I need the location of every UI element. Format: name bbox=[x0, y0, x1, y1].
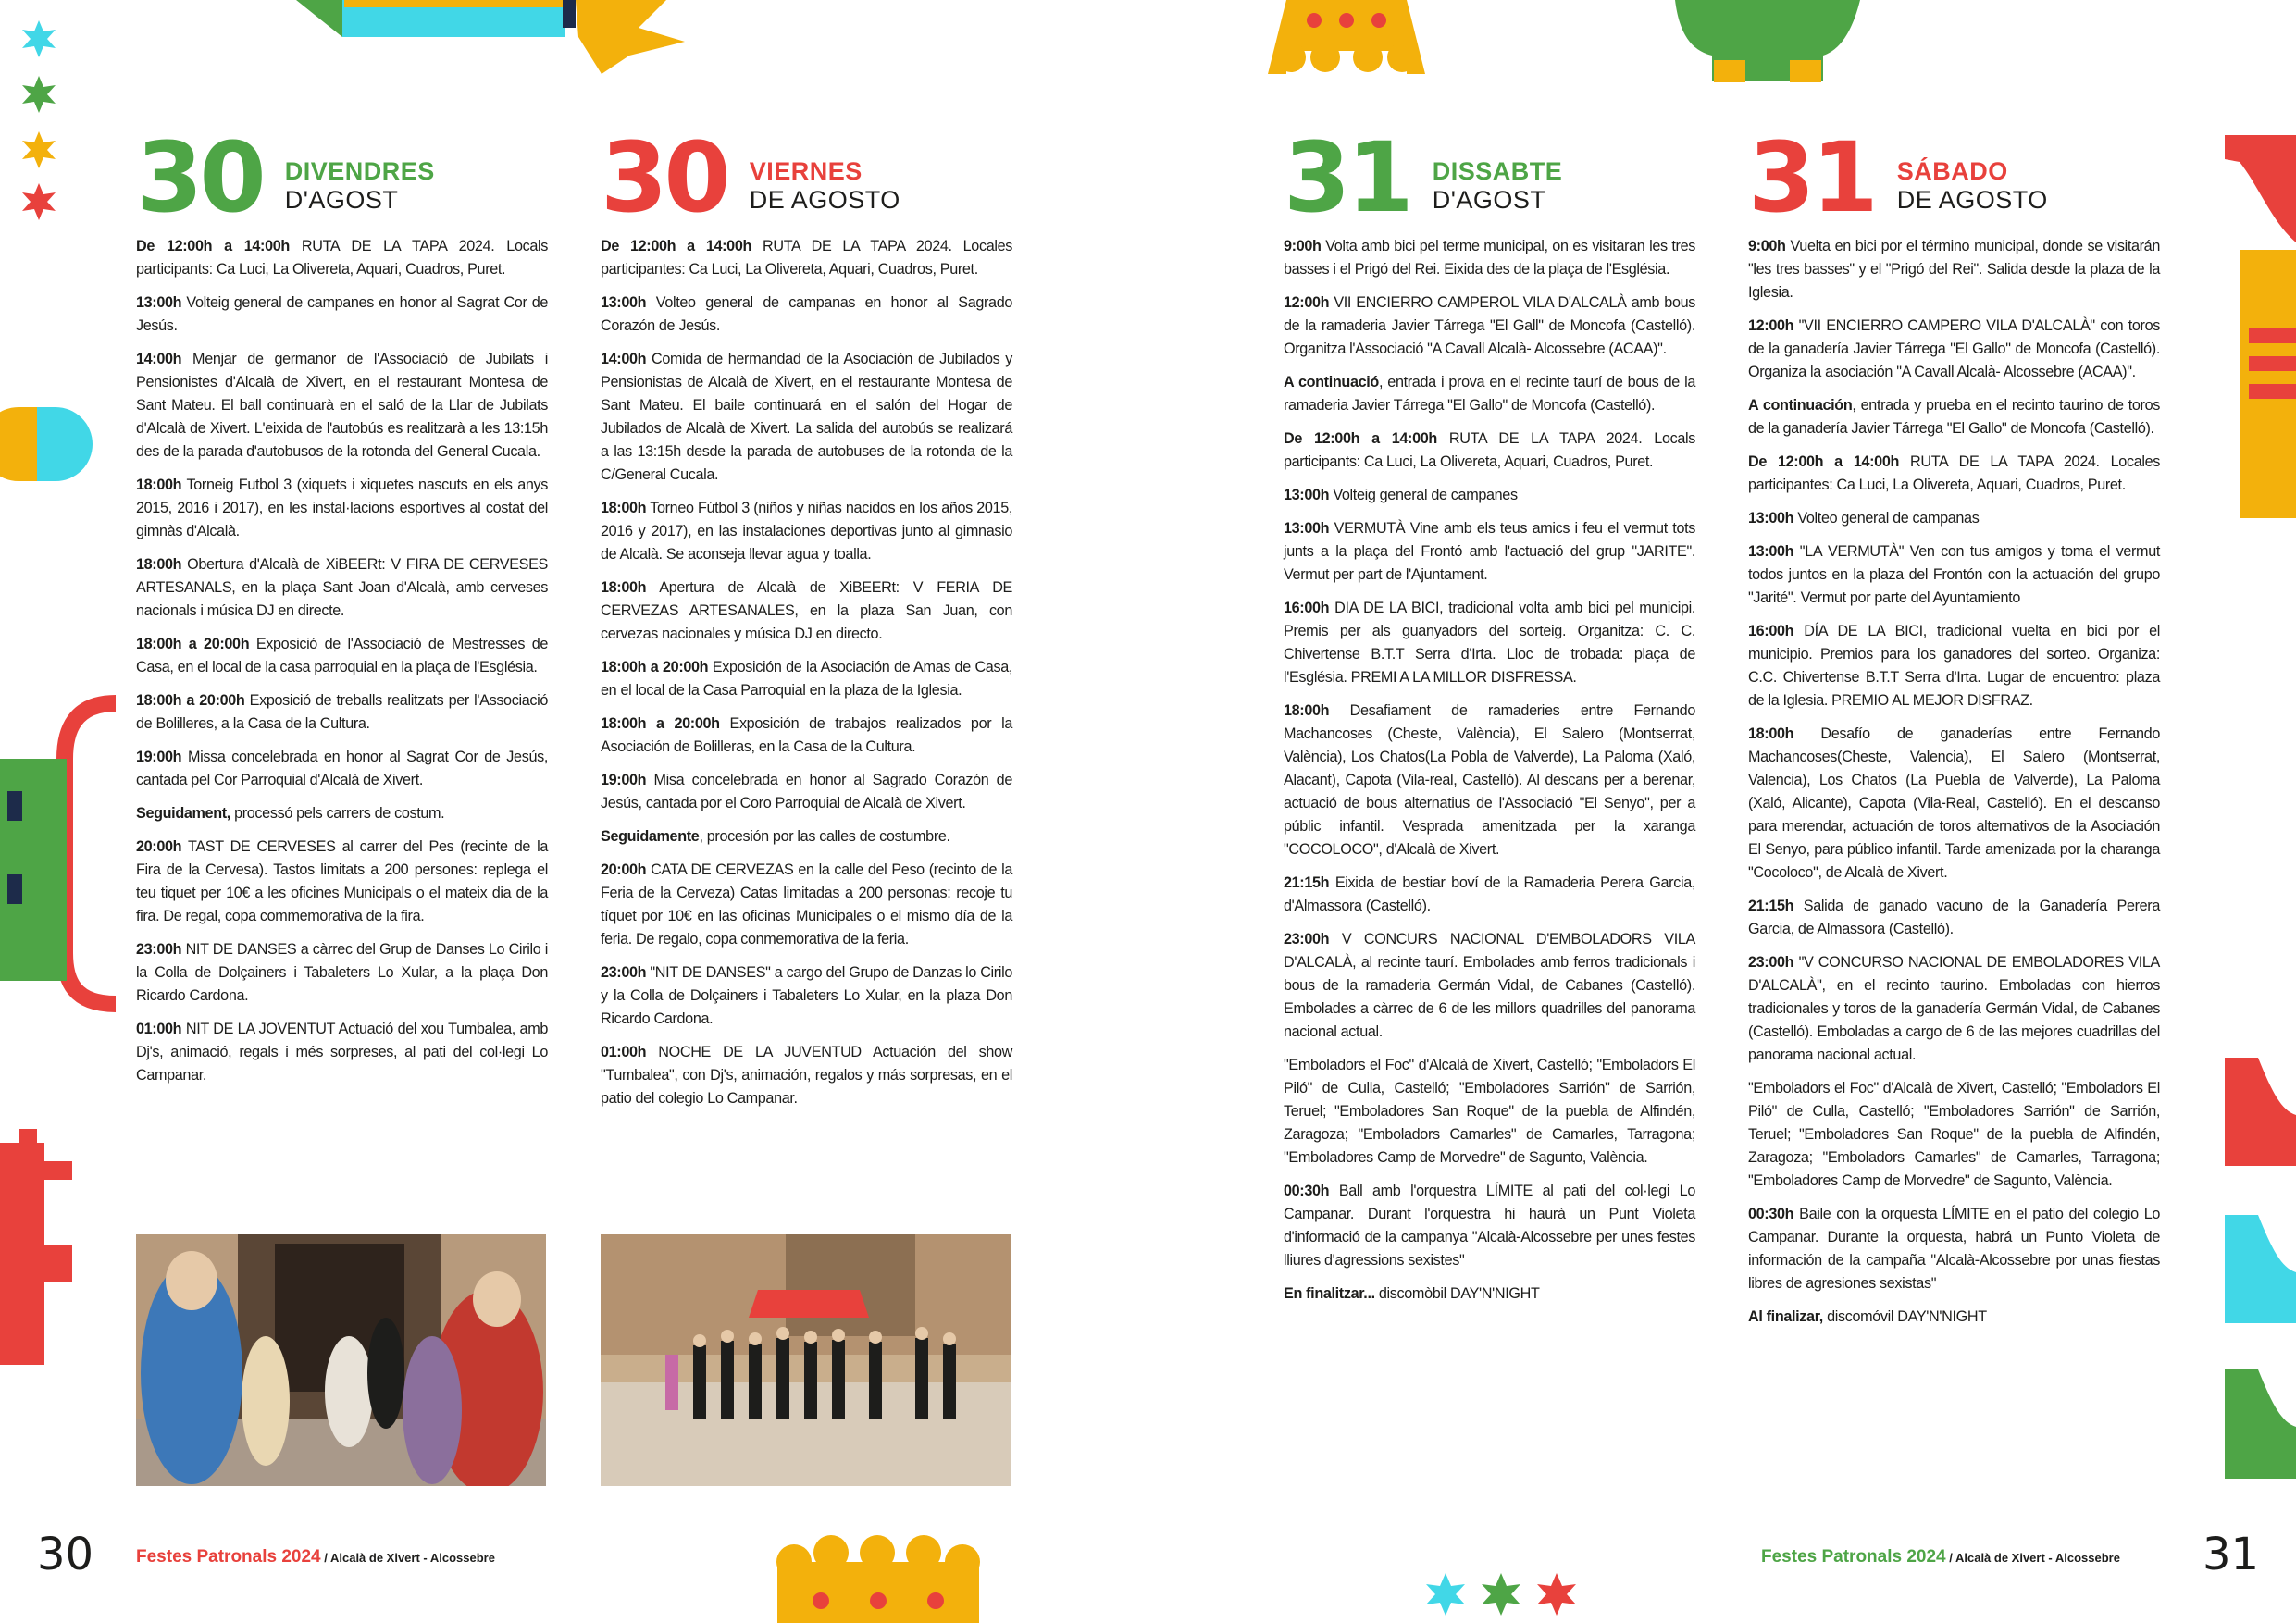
schedule-entry bbox=[1748, 951, 2160, 1067]
entry-text: Volteo general de campanas bbox=[1793, 510, 1980, 527]
schedule-entry bbox=[601, 348, 1012, 487]
entry-text: Desafío de ganaderías entre Fernando Machancoses(Cheste, Valencia), El Salero (Montserrat, Valencia), Los Chatos (La Puebla de Valverde), La Paloma (Xaló, Alicante), Capota (Vila-Real, Castelló). En el descanso para merendar, actuación de toros alternativos de la Asociación El Senyo, para público infantil. Tarde amenizada por la charanga "Cocoloco", de Alcalà de Xivert. bbox=[1748, 725, 2160, 881]
entry-time: De 12:00h a 14:00h bbox=[601, 238, 752, 254]
entry-text: Volteig general de campanes en honor al Sagrat Cor de Jesús. bbox=[136, 294, 548, 334]
entry-time: 23:00h bbox=[601, 964, 647, 981]
footer-title: Festes Patronals 2024 bbox=[1761, 1547, 1946, 1567]
weekday: DIVENDRES bbox=[284, 157, 435, 185]
page-number-right: 31 bbox=[2203, 1529, 2260, 1580]
entry-time: A continuació bbox=[1284, 374, 1379, 390]
entry-time: 16:00h bbox=[1748, 623, 1794, 639]
entry-time: 18:00h bbox=[601, 579, 647, 596]
crown-icon bbox=[776, 1535, 980, 1623]
entry-text: Salida de ganado vacuno de la Ganadería Perera Garcia, de Almassora (Castelló). bbox=[1748, 898, 2160, 937]
entry-time: 01:00h bbox=[136, 1021, 182, 1037]
schedule-entry bbox=[601, 291, 1012, 338]
entry-time: 14:00h bbox=[136, 351, 182, 367]
bell-shape bbox=[2225, 1215, 2296, 1323]
entry-time: 18:00h a 20:00h bbox=[601, 715, 720, 732]
entry-text: Misa concelebrada en honor al Sagrado Corazón de Jesús, cantada por el Coro Parroquial de Alcalà de Xivert. bbox=[601, 772, 1012, 812]
entry-text: VERMUTÀ Vine amb els teus amics i feu el vermut tots junts a la plaça del Frontó amb l'actuació del grup "JARITE". Vermut per part de l'Ajuntament. bbox=[1284, 520, 1695, 583]
entry-text: Eixida de bestiar boví de la Ramaderia Perera Garcia, d'Almassora (Castelló). bbox=[1284, 874, 1695, 914]
entry-text: "NIT DE DANSES" a cargo del Grupo de Danzas lo Cirilo y la Colla de Dolçainers i Tabaleters Lo Xular, en la plaza Don Ricardo Cardona. bbox=[601, 964, 1012, 1027]
entry-time: 00:30h bbox=[1748, 1206, 1794, 1222]
weekday: DISSABTE bbox=[1432, 157, 1563, 185]
column-vi-es bbox=[601, 121, 1012, 1121]
entry-time: 14:00h bbox=[601, 351, 647, 367]
bell-shape bbox=[2225, 1369, 2296, 1479]
entry-time: 20:00h bbox=[136, 838, 182, 855]
entry-text: Volteig general de campanes bbox=[1329, 487, 1518, 503]
schedule-entry bbox=[601, 656, 1012, 702]
entry-text: "V CONCURSO NACIONAL DE EMBOLADORES VILA D'ALCALÀ", en el recinto taurino. Emboladas con hierros tradicionales y toros de la ganadería Germán Vidal, de Cabanes (Castelló). Emboladas a cargo de 6 de las mejores cuadrillas del panorama nacional actual. bbox=[1748, 954, 2160, 1063]
footer-left bbox=[136, 1547, 495, 1567]
entry-time: 13:00h bbox=[601, 294, 647, 311]
schedule-entry bbox=[1748, 723, 2160, 885]
star-icon bbox=[22, 131, 56, 168]
schedule-entry bbox=[1748, 1203, 2160, 1295]
day-number: 31 bbox=[1748, 121, 1875, 234]
schedule-entry bbox=[1284, 1054, 1695, 1170]
banner-shape bbox=[576, 0, 685, 74]
entry-time: 12:00h bbox=[1284, 294, 1330, 311]
schedule-entry bbox=[1284, 1282, 1695, 1306]
column-sa-es bbox=[1748, 121, 2160, 1339]
entry-time: De 12:00h a 14:00h bbox=[1748, 453, 1900, 470]
column-dv-cat bbox=[136, 121, 549, 1097]
entry-text: CATA DE CERVEZAS en la calle del Peso (recinto de la Feria de la Cerveza) Catas limitadas a 200 personas: recoje tu tíquet por 10€ en las oficinas Municipales o el mismo día de la feria. De regalo, copa conmemorativa de la feria. bbox=[601, 861, 1012, 948]
ornament-shape bbox=[1675, 0, 1860, 81]
entry-text: Exposición de trabajos realizados por la Asociación de Bolilleras, en la Casa de la Cultura. bbox=[601, 715, 1012, 755]
entry-time: 01:00h bbox=[601, 1044, 647, 1060]
day-header bbox=[1284, 121, 1695, 234]
entry-text: "VII ENCIERRO CAMPERO VILA D'ALCALÀ" con toros de la ganadería Javier Tárrega "El Gallo" de Moncofa (Castelló). Organiza la asociación "A Cavall Alcalà- Alcossebre (ACAA)". bbox=[1748, 317, 2160, 380]
schedule-entry bbox=[136, 938, 548, 1008]
month: DE AGOSTO bbox=[749, 186, 900, 214]
entry-time: A continuación bbox=[1748, 397, 1853, 414]
schedule-entry bbox=[1748, 540, 2160, 610]
entry-time: 13:00h bbox=[1748, 510, 1794, 527]
schedule-entry bbox=[1748, 895, 2160, 941]
schedule-entry bbox=[136, 746, 548, 792]
day-number: 31 bbox=[1284, 121, 1410, 234]
day-label bbox=[1433, 157, 1563, 215]
trumpet-shape bbox=[2225, 135, 2296, 518]
photo-procession-women bbox=[136, 1234, 546, 1486]
month: DE AGOSTO bbox=[1896, 186, 2048, 214]
entry-text: DIA DE LA BICI, tradicional volta amb bici pel municipi. Premis per als guanyadors del sorteig. Organitza: C. C. Chivertense B.T.T Serra d'Irta. Lloc de trobada: plaça de l'Església. PREMI A LA MILLOR DISFRESSA. bbox=[1284, 600, 1695, 686]
entry-time: En finalitzar... bbox=[1284, 1285, 1375, 1302]
entry-text: "LA VERMUTÀ" Ven con tus amigos y toma el vermut todos juntos en la plaza del Frontón con la actuación del grupo "Jarité". Vermut por parte del Ayuntamiento bbox=[1748, 543, 2160, 606]
star-icon bbox=[22, 76, 56, 113]
schedule-entry bbox=[601, 825, 1012, 849]
lamp-icon bbox=[0, 407, 93, 481]
weekday: VIERNES bbox=[749, 157, 863, 185]
schedule-entry bbox=[601, 235, 1012, 281]
schedule-entry bbox=[1284, 872, 1695, 918]
crown-icon bbox=[1268, 0, 1425, 74]
day-header bbox=[601, 121, 1012, 234]
entry-time: 12:00h bbox=[1748, 317, 1794, 334]
schedule-entry bbox=[601, 1041, 1012, 1110]
photo-procession-square bbox=[601, 1234, 1011, 1486]
entry-time: 13:00h bbox=[1284, 520, 1330, 537]
entry-text: Apertura de Alcalà de XiBEERt: V FERIA DE CERVEZAS ARTESANALES, en la plaza San Juan, con cervezas nacionales y música DJ en directo. bbox=[601, 579, 1012, 642]
day-header bbox=[136, 121, 548, 234]
entry-time: 21:15h bbox=[1284, 874, 1330, 891]
entry-time: 19:00h bbox=[136, 749, 182, 765]
day-header bbox=[1748, 121, 2160, 234]
star-icon bbox=[1537, 1573, 1576, 1616]
schedule-entry bbox=[136, 235, 548, 281]
day-number: 30 bbox=[136, 121, 263, 234]
schedule-entry bbox=[136, 348, 548, 464]
month: D'AGOST bbox=[284, 186, 399, 214]
schedule-entry bbox=[136, 689, 548, 736]
entry-time: 20:00h bbox=[601, 861, 647, 878]
schedule-entry bbox=[1284, 371, 1695, 417]
entry-time: 9:00h bbox=[1748, 238, 1786, 254]
schedule-entry bbox=[601, 859, 1012, 951]
schedule-entry bbox=[1284, 700, 1695, 861]
entry-time: 23:00h bbox=[136, 941, 182, 958]
entry-time: 21:15h bbox=[1748, 898, 1794, 914]
schedule-entry bbox=[1748, 235, 2160, 304]
entry-text: Exposició de l'Associació de Mestresses de Casa, en el local de la casa parroquial en la plaça de l'Església. bbox=[136, 636, 548, 675]
day-label bbox=[285, 157, 435, 215]
entry-text: Missa concelebrada en honor al Sagrat Cor de Jesús, cantada pel Cor Parroquial d'Alcalà de Xivert. bbox=[136, 749, 548, 788]
entry-text: "Emboladors el Foc" d'Alcalà de Xivert, Castelló; "Emboladors El Piló" de Culla, Castelló; "Emboladores Sarrión" de Sarrión, Teruel; "Emboladores San Roque" de la puebla de Alfindén, Zaragoza; "Emboladors Camarles" de Camarles, Tarragona; "Emboladores Camp de Morvedre" de Sagunto, València. bbox=[1284, 1057, 1695, 1166]
bell-shape bbox=[2225, 1058, 2296, 1166]
day-label bbox=[1897, 157, 2048, 215]
entry-text: , procesión por las calles de costumbre. bbox=[699, 828, 950, 845]
castle-shape bbox=[0, 703, 116, 1004]
entry-text: , entrada y prueba en el recinto taurino de toros de la ganadería Javier Tárrega "El Gallo" de Moncofa (Castelló). bbox=[1748, 397, 2160, 437]
entry-text: V CONCURS NACIONAL D'EMBOLADORS VILA D'ALCALÀ, al recinte taurí. Embolades amb ferros tradicionals i bous de la ramaderia Germán Vidal, de Cabanes (Castelló). Embolades a càrrec de 6 de les millors quadrilles del panorama nacional actual. bbox=[1284, 931, 1695, 1040]
schedule-entry bbox=[136, 633, 548, 679]
entry-text: "Emboladors el Foc" d'Alcalà de Xivert, Castelló; "Emboladors El Piló" de Culla, Castelló; "Emboladores Sarrión" de Sarrión, Teruel; "Emboladores San Roque" de la puebla de Alfindén, Zaragoza; "Emboladors Camarles" de Camarles, Tarragona; "Emboladores Camp de Morvedre" de Sagunto, València. bbox=[1748, 1080, 2160, 1189]
entry-text: RUTA DE LA TAPA 2024. Locals participants: Ca Luci, La Olivereta, Aquari, Cuadros, Puret. bbox=[1284, 430, 1696, 470]
schedule-entry bbox=[1284, 484, 1695, 507]
entry-text: NIT DE DANSES a càrrec del Grup de Danses Lo Cirilo i la Colla de Dolçainers i Tabaleters Lo Xular, a la plaça Don Ricardo Cardona. bbox=[136, 941, 548, 1004]
schedule-entry bbox=[601, 769, 1012, 815]
schedule-entry bbox=[1284, 235, 1695, 281]
footer-title: Festes Patronals 2024 bbox=[136, 1547, 321, 1567]
entry-text: RUTA DE LA TAPA 2024. Locals participants: Ca Luci, La Olivereta, Aquari, Cuadros, Puret. bbox=[136, 238, 549, 278]
schedule-entry bbox=[601, 961, 1012, 1031]
entry-text: NIT DE LA JOVENTUT Actuació del xou Tumbalea, amb Dj's, animació, regals i més sorpreses, al pati del col·legi Lo Campanar. bbox=[136, 1021, 548, 1084]
entry-text: TAST DE CERVESES al carrer del Pes (recinte de la Fira de la Cervesa). Tastos limitats a 200 persones: replega el teu tiquet per 10€ a les oficines Municipals o el mateix dia de la fira. De regal, copa commemorativa de la fira. bbox=[136, 838, 548, 924]
entry-time: De 12:00h a 14:00h bbox=[136, 238, 290, 254]
entry-text: , entrada i prova en el recinte taurí de bous de la ramaderia Javier Tárrega "El Gallo" de Moncofa (Castelló). bbox=[1284, 374, 1695, 414]
entry-time: 13:00h bbox=[1748, 543, 1794, 560]
entry-text: processó pels carrers de costum. bbox=[230, 805, 445, 822]
weekday: SÁBADO bbox=[1896, 157, 2008, 185]
schedule-entry bbox=[601, 576, 1012, 646]
entry-text: Torneig Futbol 3 (xiquets i xiquetes nascuts en els anys 2015, 2016 i 2017), en les instal·lacions esportives al costat del gimnàs d'Alcalà. bbox=[136, 477, 548, 539]
schedule-entry bbox=[1284, 517, 1695, 587]
entry-text: VII ENCIERRO CAMPEROL VILA D'ALCALÀ amb bous de la ramaderia Javier Tárrega "El Gall" de Moncofa (Castelló). Organitza l'Associació "A Cavall Alcalà- Alcossebre (ACAA)". bbox=[1284, 294, 1695, 357]
entry-time: 13:00h bbox=[1284, 487, 1330, 503]
entry-text: Exposició de treballs realitzats per l'Associació de Bolilleres, a la Casa de la Cultura. bbox=[136, 692, 548, 732]
day-number: 30 bbox=[601, 121, 727, 234]
entry-text: RUTA DE LA TAPA 2024. Locales participantes: Ca Luci, La Olivereta, Aquari, Cuadros, Puret. bbox=[1748, 453, 2160, 493]
schedule-entry bbox=[1748, 394, 2160, 440]
entry-text: Baile con la orquesta LÍMITE en el patio del colegio Lo Campanar. Durante la orquesta, habrá un Punto Violeta de información de la campaña "Alcalà-Alcossebre por unas fiestas libres de agresiones sexistas" bbox=[1748, 1206, 2160, 1292]
entry-text: NOCHE DE LA JUVENTUD Actuación del show "Tumbalea", con Dj's, animación, regalos y más sorpresas, en el patio del colegio Lo Campanar. bbox=[601, 1044, 1012, 1107]
entry-time: 18:00h a 20:00h bbox=[136, 692, 245, 709]
entry-time: 9:00h bbox=[1284, 238, 1322, 254]
schedule-entry bbox=[136, 1018, 548, 1087]
entry-text: Ball amb l'orquestra LÍMITE al pati del col·legi Lo Campanar. Durant l'orquestra hi haurà un Punt Violeta d'informació de la campanya "Alcalà-Alcossebre per unes festes lliures d'agressions sexistes" bbox=[1284, 1183, 1695, 1269]
entry-text: discomóvil DAY'N'NIGHT bbox=[1822, 1308, 1987, 1325]
schedule-entry bbox=[601, 497, 1012, 566]
footer-right bbox=[1761, 1547, 2120, 1567]
schedule-entry bbox=[1284, 291, 1695, 361]
schedule-entry bbox=[1284, 597, 1695, 689]
banner-shape bbox=[296, 0, 342, 37]
column-ds-cat bbox=[1284, 121, 1696, 1316]
entry-time: 18:00h bbox=[1284, 702, 1330, 719]
entry-time: 23:00h bbox=[1284, 931, 1330, 948]
page-number-left: 30 bbox=[37, 1529, 94, 1580]
entry-time: 00:30h bbox=[1284, 1183, 1330, 1199]
day-label bbox=[750, 157, 900, 215]
entry-time: 18:00h a 20:00h bbox=[136, 636, 250, 652]
entry-time: 18:00h bbox=[136, 477, 182, 493]
entry-time: 18:00h a 20:00h bbox=[601, 659, 709, 675]
entry-time: 19:00h bbox=[601, 772, 647, 788]
entry-time: 18:00h bbox=[1748, 725, 1794, 742]
footer-location: / Alcalà de Xivert - Alcossebre bbox=[320, 1551, 495, 1565]
entry-time: 13:00h bbox=[136, 294, 182, 311]
schedule-entry bbox=[1748, 1306, 2160, 1329]
schedule-entry bbox=[1284, 928, 1695, 1044]
tower-shape bbox=[0, 1129, 72, 1365]
entry-time: 18:00h bbox=[601, 500, 647, 516]
month: D'AGOST bbox=[1432, 186, 1546, 214]
entry-text: Torneo Fútbol 3 (niños y niñas nacidos en los años 2015, 2016 y 2017), en las instalaciones deportivas junto al gimnasio de Alcalà. Se aconseja llevar agua y toalla. bbox=[601, 500, 1012, 563]
entry-text: Volta amb bici pel terme municipal, on es visitaran les tres basses i el Prigó del Rei. Eixida des de la plaça de l'Església. bbox=[1284, 238, 1695, 278]
entry-text: RUTA DE LA TAPA 2024. Locales participantes: Ca Luci, La Olivereta, Aquari, Cuadros, Puret. bbox=[601, 238, 1012, 278]
schedule-entry bbox=[136, 802, 548, 825]
entry-text: DÍA DE LA BICI, tradicional vuelta en bici por el municipio. Premios para los ganadores del sorteo. Organiza: C.C. Chivertense B.T.T Serra d'Irta. Lugar de encuentro: plaza de la Iglesia. PREMIO AL MEJOR DISFRAZ. bbox=[1748, 623, 2160, 709]
star-icon bbox=[22, 183, 56, 220]
schedule-entry bbox=[601, 712, 1012, 759]
entry-time: Seguidament, bbox=[136, 805, 230, 822]
entry-time: Seguidamente bbox=[601, 828, 700, 845]
star-icon bbox=[1482, 1573, 1520, 1616]
schedule-entry bbox=[1748, 451, 2160, 497]
entry-time: De 12:00h a 14:00h bbox=[1284, 430, 1437, 447]
entry-text: Exposición de la Asociación de Amas de Casa, en el local de la Casa Parroquial en la plaza de la Iglesia. bbox=[601, 659, 1012, 699]
schedule-entry bbox=[136, 474, 548, 543]
schedule-entry bbox=[136, 836, 548, 928]
entry-time: Al finalizar, bbox=[1748, 1308, 1823, 1325]
entry-text: Obertura d'Alcalà de XiBEERt: V FIRA DE CERVESES ARTESANALS, en la plaça Sant Joan d'Alcalà, amb cerveses nacionals i música DJ en directe. bbox=[136, 556, 548, 619]
entry-text: Volteo general de campanas en honor al Sagrado Corazón de Jesús. bbox=[601, 294, 1012, 334]
star-icon bbox=[1426, 1573, 1465, 1616]
entry-text: Menjar de germanor de l'Associació de Jubilats i Pensionistes d'Alcalà de Xivert, en el restaurant Montesa de Sant Mateu. El ball continuarà en el saló de la Llar de Jubilats d'Alcalà de Xivert. L'eixida de l'autobús es realitzarà a les 13:15h des de la parada d'autobusos de la rotonda del General Cucala. bbox=[136, 351, 548, 460]
entry-time: 18:00h bbox=[136, 556, 182, 573]
schedule-entry bbox=[136, 553, 548, 623]
schedule-entry bbox=[136, 291, 548, 338]
entry-time: 23:00h bbox=[1748, 954, 1794, 971]
entry-text: Vuelta en bici por el término municipal, donde se visitarán "les tres basses" y el "Prigó del Rei". Salida desde la plaza de la Iglesia. bbox=[1748, 238, 2160, 301]
schedule-entry bbox=[1748, 507, 2160, 530]
entry-time: 16:00h bbox=[1284, 600, 1330, 616]
entry-text: Desafiament de ramaderies entre Fernando Machancoses (Cheste, València), El Salero (Montserrat, València), Los Chatos(La Pobla de Valverde), La Paloma (Xaló, Alacant), Capota (Vila-real, Castelló). Al descans per a berenar, actuació de bous alternatius de l'Associació "El Senyo", per a públic infantil. Vesprada amenitzada per la xaranga "COCOLOCO", d'Alcalà de Xivert. bbox=[1284, 702, 1695, 858]
footer-location: / Alcalà de Xivert - Alcossebre bbox=[1945, 1551, 2120, 1565]
schedule-entry bbox=[1748, 315, 2160, 384]
schedule-entry bbox=[1748, 620, 2160, 712]
schedule-entry bbox=[1284, 427, 1695, 474]
entry-text: Comida de hermandad de la Asociación de Jubilados y Pensionistas de Alcalà de Xivert, en el restaurante Montesa de Sant Mateu. El baile continuará en el salón del Hogar de Jubilados de Alcalà de Xivert. La salida del autobús se realizará a las 13:15h desde la parada de autobuses de la rotonda de la C/General Cucala. bbox=[601, 351, 1012, 483]
star-icon bbox=[22, 20, 56, 57]
schedule-entry bbox=[1748, 1077, 2160, 1193]
entry-text: discomòbil DAY'N'NIGHT bbox=[1374, 1285, 1540, 1302]
schedule-entry bbox=[1284, 1180, 1695, 1272]
